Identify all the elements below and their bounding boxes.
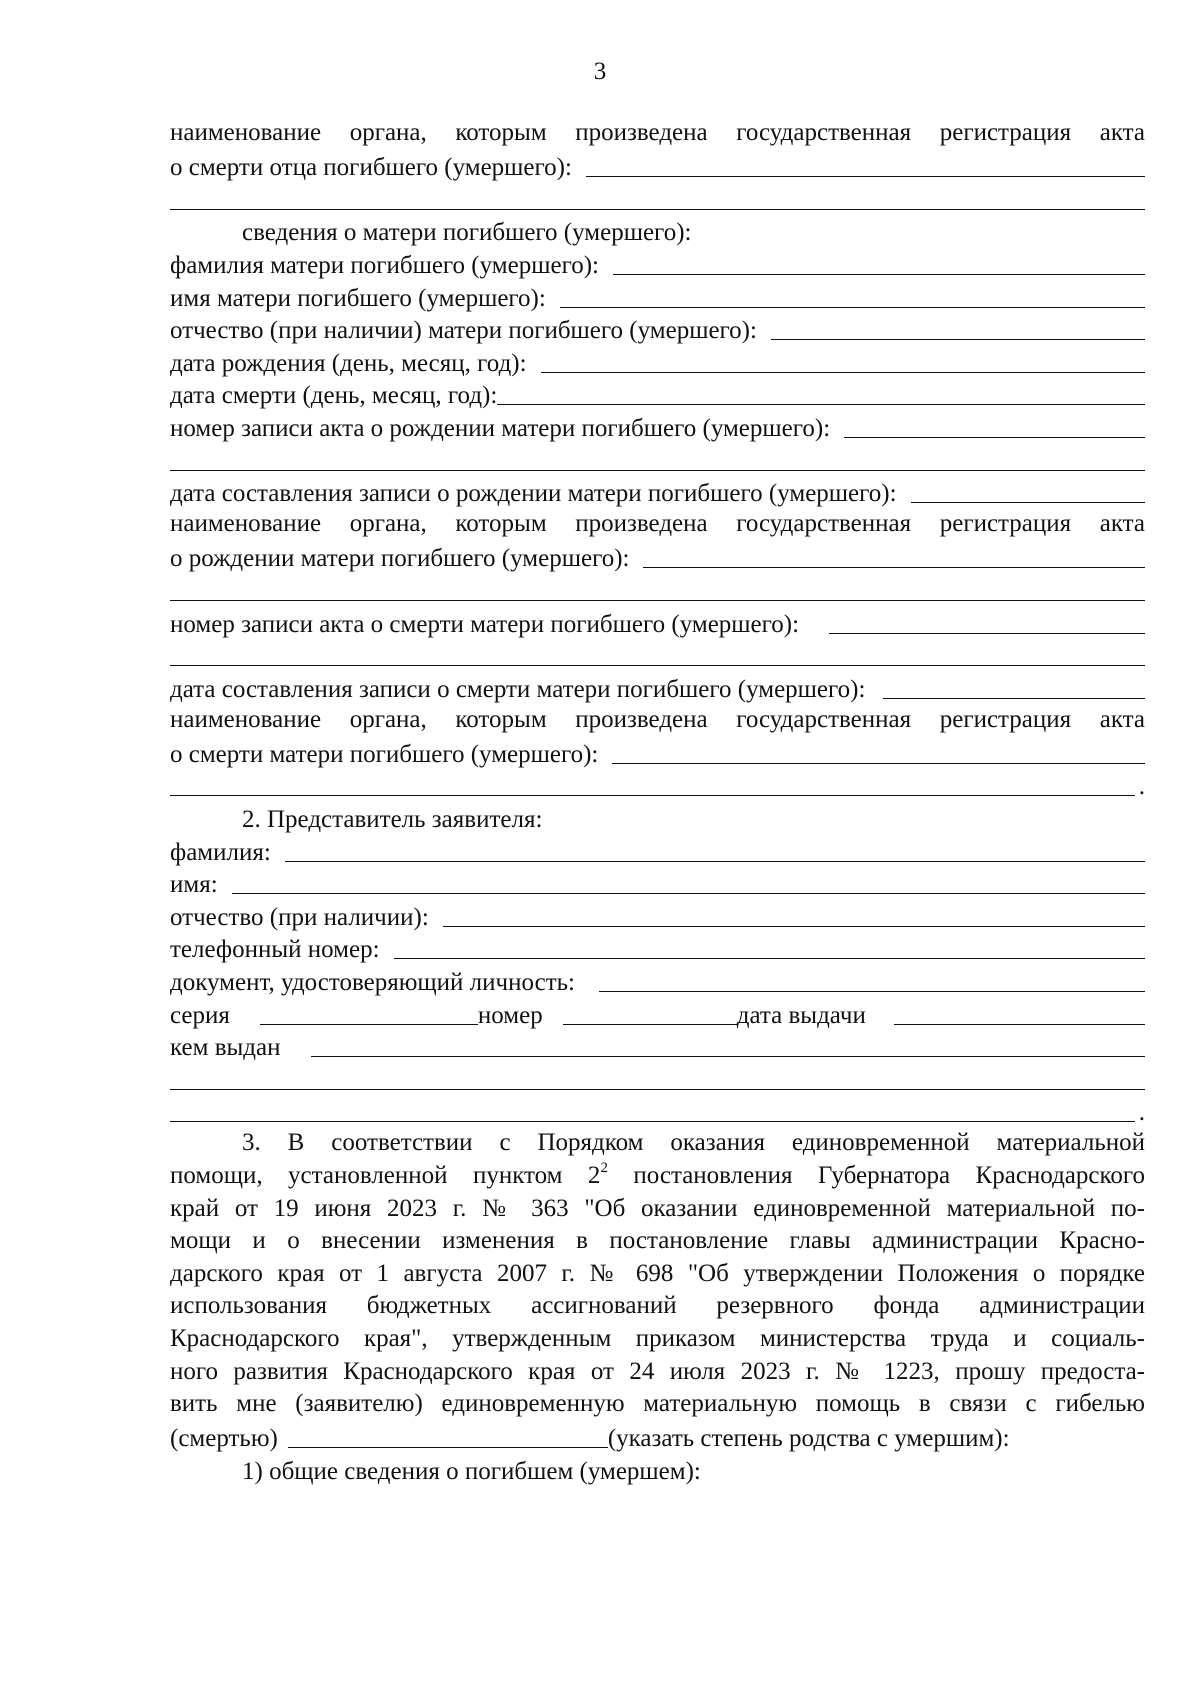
section3-death-prefix: (смертью) bbox=[170, 1425, 278, 1453]
mother-death-org-label-line1: наименование органа, которым произведена государственная регистрация акта bbox=[170, 705, 1145, 733]
mother-birth-date-label: дата рождения (день, месяц, год): bbox=[170, 349, 527, 377]
section3-general-info-row bbox=[170, 1453, 1145, 1486]
mother-death-record-number-label: номер записи акта о смерти матери погибшего (умершего): bbox=[170, 610, 800, 638]
mother-death-org-field[interactable] bbox=[612, 763, 1145, 764]
section3-line-6: использования бюджетных ассигнований резервного фонда администрации bbox=[170, 1292, 1145, 1320]
representative-number-label: номер bbox=[477, 1001, 543, 1029]
representative-issued-by-row-continued bbox=[170, 1062, 1145, 1095]
mother-birth-org-field-continued[interactable] bbox=[170, 600, 1145, 601]
representative-series-label: серия bbox=[170, 1001, 230, 1029]
representative-surname-label: фамилия: bbox=[170, 838, 271, 866]
representative-phone-row bbox=[170, 932, 1145, 965]
mother-birth-org-label-line2: о рождении матери погибшего (умершего): bbox=[170, 545, 630, 573]
representative-issued-by-label: кем выдан bbox=[170, 1034, 281, 1062]
mother-birth-record-number-row-continued bbox=[170, 443, 1145, 476]
father-death-org-field[interactable] bbox=[586, 176, 1145, 177]
representative-issued-by-field[interactable] bbox=[311, 1056, 1146, 1057]
representative-issue-date-label: дата выдачи bbox=[736, 1001, 866, 1029]
father-death-org-field-continued[interactable] bbox=[170, 209, 1145, 210]
page-number: 3 bbox=[593, 58, 607, 85]
representative-patronymic-label: отчество (при наличии): bbox=[170, 903, 429, 931]
mother-death-org-row-continued bbox=[170, 769, 1145, 802]
section3-line-2-pre: помощи, установленной пунктом 2 bbox=[170, 1162, 601, 1189]
mother-death-record-number-field-continued[interactable] bbox=[170, 665, 1145, 666]
representative-id-document-row bbox=[170, 964, 1145, 997]
representative-issued-by-row bbox=[170, 1030, 1145, 1063]
mother-name-row bbox=[170, 280, 1145, 313]
mother-birth-date-row bbox=[170, 345, 1145, 378]
mother-birth-record-date-field[interactable] bbox=[911, 502, 1145, 503]
mother-death-record-date-label: дата составления записи о смерти матери погибшего (умершего): bbox=[170, 675, 866, 703]
section3-line-2-sup: 2 bbox=[600, 1160, 608, 1176]
section3-line-3: край от 19 июня 2023 г. № 363 "Об оказании единовременной материальной по- bbox=[170, 1194, 1145, 1222]
representative-name-label: имя: bbox=[170, 871, 218, 899]
section3-death-suffix: (указать степень родства с умершим): bbox=[607, 1425, 1010, 1453]
section3-line-4: мощи и о внесении изменения в постановление главы администрации Красно- bbox=[170, 1227, 1145, 1255]
section3-line-7: Краснодарского края", утвержденным приказом министерства труда и социаль- bbox=[170, 1324, 1145, 1352]
section3-general-info: 1) общие сведения о погибшем (умершем): bbox=[242, 1457, 701, 1485]
representative-id-document-label: документ, удостоверяющий личность: bbox=[170, 969, 575, 997]
mother-birth-record-date-row bbox=[170, 476, 1145, 509]
mother-death-date-label: дата смерти (день, месяц, год): bbox=[170, 382, 498, 410]
section3-line-1: 3. В соответствии с Порядком оказания единовременной материальной bbox=[242, 1129, 1145, 1157]
mother-death-date-field[interactable] bbox=[497, 404, 1145, 405]
relation-degree-field[interactable] bbox=[288, 1447, 608, 1448]
period-mark: . bbox=[1138, 773, 1145, 801]
mother-birth-record-date-label: дата составления записи о рождении матери погибшего (умершего): bbox=[170, 480, 897, 508]
mother-birth-record-number-row bbox=[170, 410, 1145, 443]
mother-name-label: имя матери погибшего (умершего): bbox=[170, 284, 546, 312]
mother-birth-date-field[interactable] bbox=[541, 372, 1145, 373]
mother-death-org-field-continued[interactable] bbox=[170, 795, 1135, 796]
mother-death-org-label-line2: о смерти матери погибшего (умершего): bbox=[170, 740, 599, 768]
mother-patronymic-field[interactable] bbox=[771, 339, 1145, 340]
mother-death-record-number-row-continued bbox=[170, 639, 1145, 672]
period-mark: . bbox=[1138, 1099, 1145, 1127]
mother-surname-label: фамилия матери погибшего (умершего): bbox=[170, 251, 599, 279]
representative-issued-by-row-end bbox=[170, 1095, 1145, 1128]
mother-death-record-date-field[interactable] bbox=[883, 698, 1145, 699]
representative-surname-row bbox=[170, 834, 1145, 867]
section3-line-8: ного развития Краснодарского края от 24 июля 2023 г. № 1223, прошу предоста- bbox=[170, 1357, 1145, 1385]
mother-birth-org-row bbox=[170, 541, 1145, 574]
section3-line-9: вить мне (заявителю) единовременную материальную помощь в связи с гибелью bbox=[170, 1390, 1145, 1418]
representative-patronymic-row bbox=[170, 899, 1145, 932]
representative-issued-by-field-continued[interactable] bbox=[170, 1089, 1145, 1090]
father-death-org-row-continued bbox=[170, 182, 1145, 215]
representative-phone-field[interactable] bbox=[394, 958, 1145, 959]
representative-series-field[interactable] bbox=[260, 1024, 478, 1025]
section3-line-5: дарского края от 1 августа 2007 г. № 698 "Об утверждении Положения о порядке bbox=[170, 1259, 1145, 1287]
section3-line-2-post: постановления Губернатора Краснодарского bbox=[607, 1162, 1145, 1189]
representative-issued-by-field-end[interactable] bbox=[170, 1121, 1135, 1122]
mother-death-date-row bbox=[170, 378, 1145, 411]
mother-heading-row bbox=[170, 215, 1145, 248]
representative-issue-date-field[interactable] bbox=[894, 1024, 1145, 1025]
mother-death-org-row bbox=[170, 736, 1145, 769]
mother-patronymic-row bbox=[170, 313, 1145, 346]
representative-surname-field[interactable] bbox=[285, 861, 1145, 862]
representative-id-document-field[interactable] bbox=[599, 991, 1145, 992]
father-death-org-row bbox=[170, 150, 1145, 183]
mother-birth-org-row-continued bbox=[170, 573, 1145, 606]
mother-death-record-number-field[interactable] bbox=[829, 633, 1145, 634]
representative-heading-row bbox=[170, 801, 1145, 834]
representative-number-field[interactable] bbox=[563, 1024, 737, 1025]
representative-patronymic-field[interactable] bbox=[443, 926, 1145, 927]
representative-phone-label: телефонный номер: bbox=[170, 936, 380, 964]
mother-heading: сведения о матери погибшего (умершего): bbox=[242, 219, 692, 247]
mother-name-field[interactable] bbox=[560, 307, 1145, 308]
mother-birth-org-field[interactable] bbox=[643, 567, 1145, 568]
mother-patronymic-label: отчество (при наличии) матери погибшего (умершего): bbox=[170, 317, 757, 345]
mother-birth-record-number-field[interactable] bbox=[844, 437, 1145, 438]
form-content bbox=[170, 117, 1145, 1486]
section3-line-2 bbox=[170, 1160, 1145, 1193]
father-death-org-label-line2: о смерти отца погибшего (умершего): bbox=[170, 154, 572, 182]
mother-death-record-number-row bbox=[170, 606, 1145, 639]
section3-relation-row bbox=[170, 1421, 1145, 1454]
representative-passport-row bbox=[170, 997, 1145, 1030]
mother-death-record-date-row bbox=[170, 671, 1145, 704]
mother-surname-row bbox=[170, 247, 1145, 280]
mother-birth-org-label-line1: наименование органа, которым произведена государственная регистрация акта bbox=[170, 510, 1145, 538]
mother-birth-record-number-field-continued[interactable] bbox=[170, 470, 1145, 471]
representative-name-field[interactable] bbox=[232, 893, 1145, 894]
representative-heading: 2. Представитель заявителя: bbox=[242, 806, 543, 834]
father-death-org-label-line1: наименование органа, которым произведена государственная регистрация акта bbox=[170, 119, 1145, 146]
mother-surname-field[interactable] bbox=[613, 274, 1145, 275]
representative-name-row bbox=[170, 867, 1145, 900]
mother-birth-record-number-label: номер записи акта о рождении матери погибшего (умершего): bbox=[170, 414, 831, 442]
